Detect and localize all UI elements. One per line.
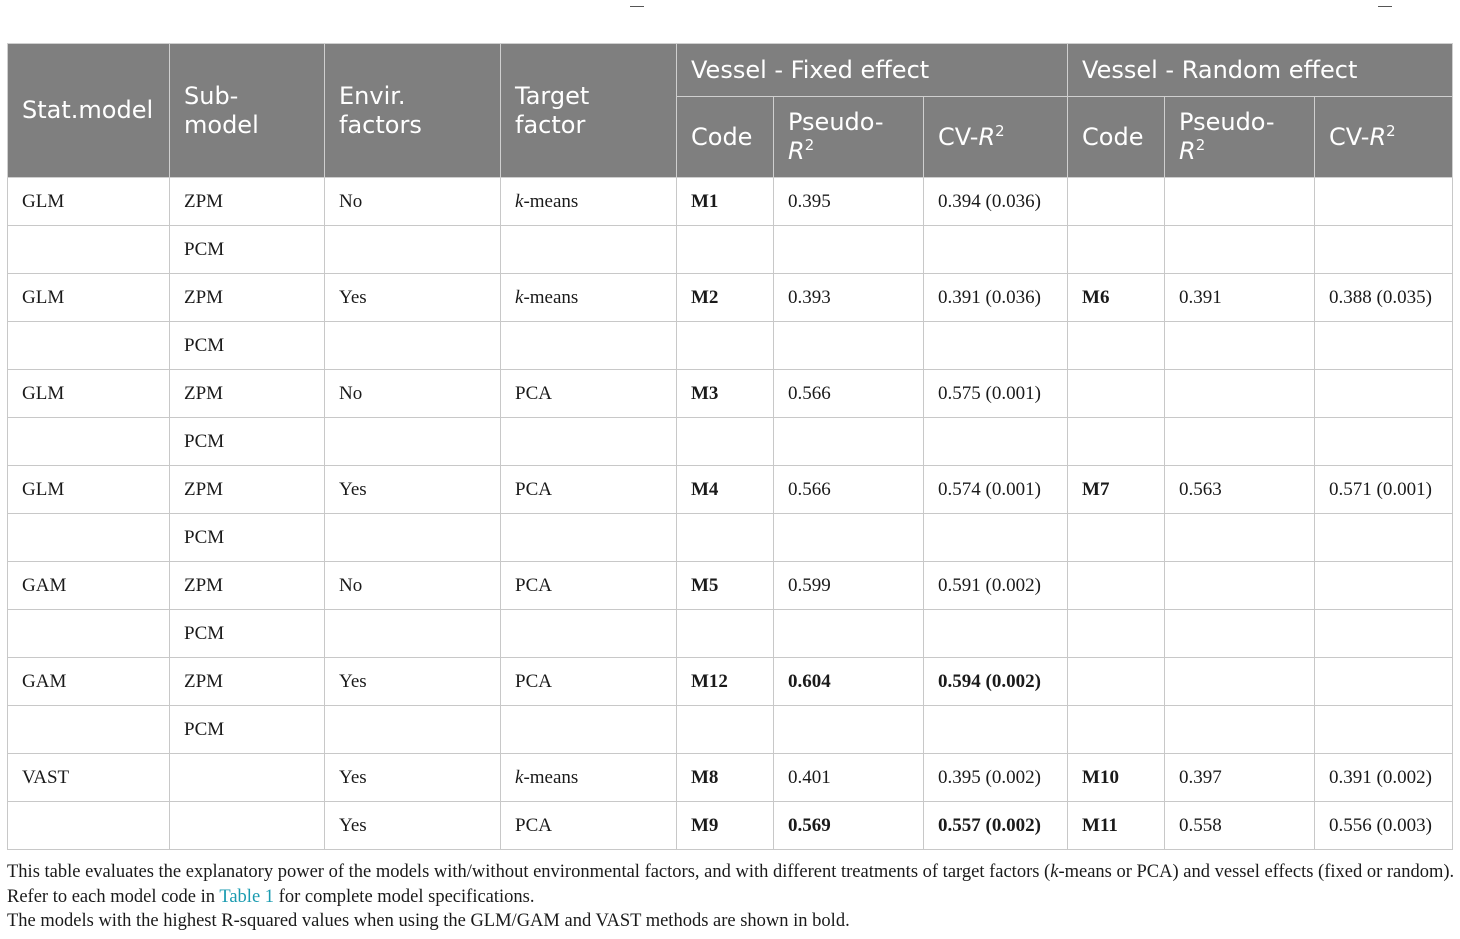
cell-fpseudo	[774, 322, 924, 370]
cell-rpseudo	[1165, 610, 1315, 658]
cell-rpseudo: 0.558	[1165, 802, 1315, 850]
table-row	[8, 610, 1453, 658]
cell-rcode	[1068, 322, 1165, 370]
header-fixed-code: Code	[677, 97, 774, 178]
header-random-code: Code	[1068, 97, 1165, 178]
table-row	[8, 562, 1453, 610]
cell-target	[501, 610, 677, 658]
cell-rpseudo	[1165, 658, 1315, 706]
cell-fcv: 0.557 (0.002)	[924, 802, 1068, 850]
cell-sub	[170, 802, 325, 850]
cell-rcode	[1068, 562, 1165, 610]
cell-stat: GAM	[8, 658, 170, 706]
cell-target: PCA	[501, 466, 677, 514]
cell-rcv: 0.556 (0.003)	[1315, 802, 1453, 850]
cell-env: Yes	[325, 658, 501, 706]
header-sub-model: Sub- model	[170, 44, 325, 178]
table-row	[8, 514, 1453, 562]
cell-sub: PCM	[170, 706, 325, 754]
table-row	[8, 466, 1453, 514]
cell-fcv: 0.594 (0.002)	[924, 658, 1068, 706]
table-row	[8, 706, 1453, 754]
cell-rpseudo	[1165, 178, 1315, 226]
cell-env	[325, 610, 501, 658]
page-top-mark-right	[1378, 6, 1392, 7]
cell-env: No	[325, 178, 501, 226]
cell-rcode	[1068, 226, 1165, 274]
cell-rpseudo	[1165, 706, 1315, 754]
header-fixed-cv-r2: $CV-R^2$	[924, 97, 1068, 178]
cell-fcode: M2	[677, 274, 774, 322]
cell-target: k-means	[501, 754, 677, 802]
cell-fpseudo: 0.566	[774, 466, 924, 514]
model-comparison-table	[7, 43, 1453, 850]
cell-rcode: M6	[1068, 274, 1165, 322]
cell-stat	[8, 514, 170, 562]
table-row	[8, 226, 1453, 274]
cell-rcode: M7	[1068, 466, 1165, 514]
cell-rpseudo	[1165, 562, 1315, 610]
cell-fcode	[677, 418, 774, 466]
cell-stat	[8, 226, 170, 274]
cell-rcode	[1068, 370, 1165, 418]
cell-env	[325, 226, 501, 274]
table-row	[8, 658, 1453, 706]
cell-sub: ZPM	[170, 562, 325, 610]
cell-rpseudo	[1165, 418, 1315, 466]
cell-rcv	[1315, 658, 1453, 706]
cell-stat	[8, 322, 170, 370]
cell-rcv	[1315, 418, 1453, 466]
cell-rcode	[1068, 418, 1165, 466]
table-row	[8, 322, 1453, 370]
cell-stat: GLM	[8, 370, 170, 418]
cell-sub: PCM	[170, 418, 325, 466]
cell-env: Yes	[325, 802, 501, 850]
cell-fcode	[677, 610, 774, 658]
cell-fcode: M3	[677, 370, 774, 418]
cell-rpseudo	[1165, 322, 1315, 370]
cell-sub	[170, 754, 325, 802]
cell-stat: VAST	[8, 754, 170, 802]
cell-fpseudo	[774, 610, 924, 658]
cell-stat	[8, 802, 170, 850]
cell-fcv	[924, 226, 1068, 274]
cell-sub: PCM	[170, 226, 325, 274]
table-row	[8, 274, 1453, 322]
table-row	[8, 802, 1453, 850]
table-row	[8, 370, 1453, 418]
cell-fcode: M12	[677, 658, 774, 706]
cell-target	[501, 514, 677, 562]
cell-stat: GLM	[8, 466, 170, 514]
cell-fpseudo: 0.566	[774, 370, 924, 418]
cell-fcode: M8	[677, 754, 774, 802]
cell-env: Yes	[325, 274, 501, 322]
header-target-factor: Target factor	[501, 44, 677, 178]
cell-fcv	[924, 610, 1068, 658]
cell-rcv	[1315, 226, 1453, 274]
cell-target	[501, 226, 677, 274]
cell-env	[325, 418, 501, 466]
cell-rcv	[1315, 178, 1453, 226]
cell-rcode: M11	[1068, 802, 1165, 850]
cell-rcode: M10	[1068, 754, 1165, 802]
cell-fcode: M1	[677, 178, 774, 226]
cell-rpseudo	[1165, 514, 1315, 562]
cell-fpseudo: 0.393	[774, 274, 924, 322]
cell-stat: GLM	[8, 178, 170, 226]
cell-fcode	[677, 514, 774, 562]
cell-rpseudo: 0.563	[1165, 466, 1315, 514]
header-stat-model: Stat.model	[8, 44, 170, 178]
table-row	[8, 418, 1453, 466]
cell-target: PCA	[501, 370, 677, 418]
cell-target	[501, 322, 677, 370]
cell-fcode: M4	[677, 466, 774, 514]
header-random-cv-r2: $CV-R^2$	[1315, 97, 1453, 178]
header-envir-factors: Envir. factors	[325, 44, 501, 178]
table-row	[8, 178, 1453, 226]
cell-rpseudo	[1165, 370, 1315, 418]
cell-rpseudo: 0.391	[1165, 274, 1315, 322]
cell-fcode	[677, 706, 774, 754]
cell-rcode	[1068, 178, 1165, 226]
cell-target: PCA	[501, 658, 677, 706]
table-body	[8, 178, 1453, 850]
cell-fpseudo	[774, 514, 924, 562]
cell-fpseudo: 0.395	[774, 178, 924, 226]
cell-rcv	[1315, 562, 1453, 610]
table-row	[8, 754, 1453, 802]
cell-fpseudo	[774, 418, 924, 466]
cell-sub: ZPM	[170, 178, 325, 226]
cell-rcv	[1315, 706, 1453, 754]
cell-fcv: 0.394 (0.036)	[924, 178, 1068, 226]
cell-stat: GAM	[8, 562, 170, 610]
cell-rcode	[1068, 514, 1165, 562]
page-top-mark-left	[630, 6, 644, 7]
cell-target	[501, 706, 677, 754]
cell-env: No	[325, 370, 501, 418]
cell-sub: ZPM	[170, 274, 325, 322]
cell-sub: PCM	[170, 514, 325, 562]
cell-fcode: M9	[677, 802, 774, 850]
cell-env	[325, 514, 501, 562]
cell-rcv: 0.388 (0.035)	[1315, 274, 1453, 322]
header-random-pseudo-r2: Pseudo- $R^2$	[1165, 97, 1315, 178]
cell-rcode	[1068, 658, 1165, 706]
cell-rpseudo	[1165, 226, 1315, 274]
cell-fpseudo: 0.569	[774, 802, 924, 850]
cell-fpseudo: 0.604	[774, 658, 924, 706]
cell-stat	[8, 418, 170, 466]
cell-fcv: 0.395 (0.002)	[924, 754, 1068, 802]
cell-target: k-means	[501, 178, 677, 226]
cell-env	[325, 706, 501, 754]
cell-rcv	[1315, 370, 1453, 418]
cell-sub: ZPM	[170, 466, 325, 514]
table-footnote-2: The models with the highest R-squared values when using the GLM/GAM and VAST methods are shown in bold.	[7, 911, 850, 931]
cell-fcode: M5	[677, 562, 774, 610]
cell-rcv	[1315, 610, 1453, 658]
cell-fcv	[924, 706, 1068, 754]
cell-sub: ZPM	[170, 370, 325, 418]
cell-fcode	[677, 226, 774, 274]
cell-rcv	[1315, 322, 1453, 370]
cell-env: Yes	[325, 754, 501, 802]
cell-fcv	[924, 418, 1068, 466]
cell-rcode	[1068, 610, 1165, 658]
cell-rpseudo: 0.397	[1165, 754, 1315, 802]
cell-fpseudo	[774, 706, 924, 754]
cell-sub: ZPM	[170, 658, 325, 706]
table-footnote-1: This table evaluates the explanatory power of the models with/without environmental factors, and with different treatments of target factors (k-means or PCA) and vessel effects (fixed or random). Refer to each model code in Table 1 for complete model specifications.	[7, 862, 1455, 907]
header-fixed-pseudo-r2: Pseudo- $R^2$	[774, 97, 924, 178]
cell-fcv: 0.391 (0.036)	[924, 274, 1068, 322]
cell-env: Yes	[325, 466, 501, 514]
cell-fcv: 0.591 (0.002)	[924, 562, 1068, 610]
cell-stat	[8, 610, 170, 658]
cell-fcode	[677, 322, 774, 370]
cell-fcv	[924, 514, 1068, 562]
cell-stat	[8, 706, 170, 754]
cell-env	[325, 322, 501, 370]
cell-rcv	[1315, 514, 1453, 562]
cell-fpseudo: 0.599	[774, 562, 924, 610]
cell-rcv: 0.391 (0.002)	[1315, 754, 1453, 802]
table-1-link[interactable]: Table 1	[219, 887, 275, 907]
cell-fcv: 0.574 (0.001)	[924, 466, 1068, 514]
header-vessel-fixed-effect: Vessel - Fixed effect	[677, 44, 1068, 97]
cell-sub: PCM	[170, 610, 325, 658]
cell-target: PCA	[501, 562, 677, 610]
cell-target: k-means	[501, 274, 677, 322]
cell-fpseudo	[774, 226, 924, 274]
cell-rcv: 0.571 (0.001)	[1315, 466, 1453, 514]
cell-rcode	[1068, 706, 1165, 754]
cell-stat: GLM	[8, 274, 170, 322]
cell-fcv	[924, 322, 1068, 370]
cell-sub: PCM	[170, 322, 325, 370]
cell-target: PCA	[501, 802, 677, 850]
cell-fcv: 0.575 (0.001)	[924, 370, 1068, 418]
cell-target	[501, 418, 677, 466]
cell-env: No	[325, 562, 501, 610]
cell-fpseudo: 0.401	[774, 754, 924, 802]
header-vessel-random-effect: Vessel - Random effect	[1068, 44, 1453, 97]
